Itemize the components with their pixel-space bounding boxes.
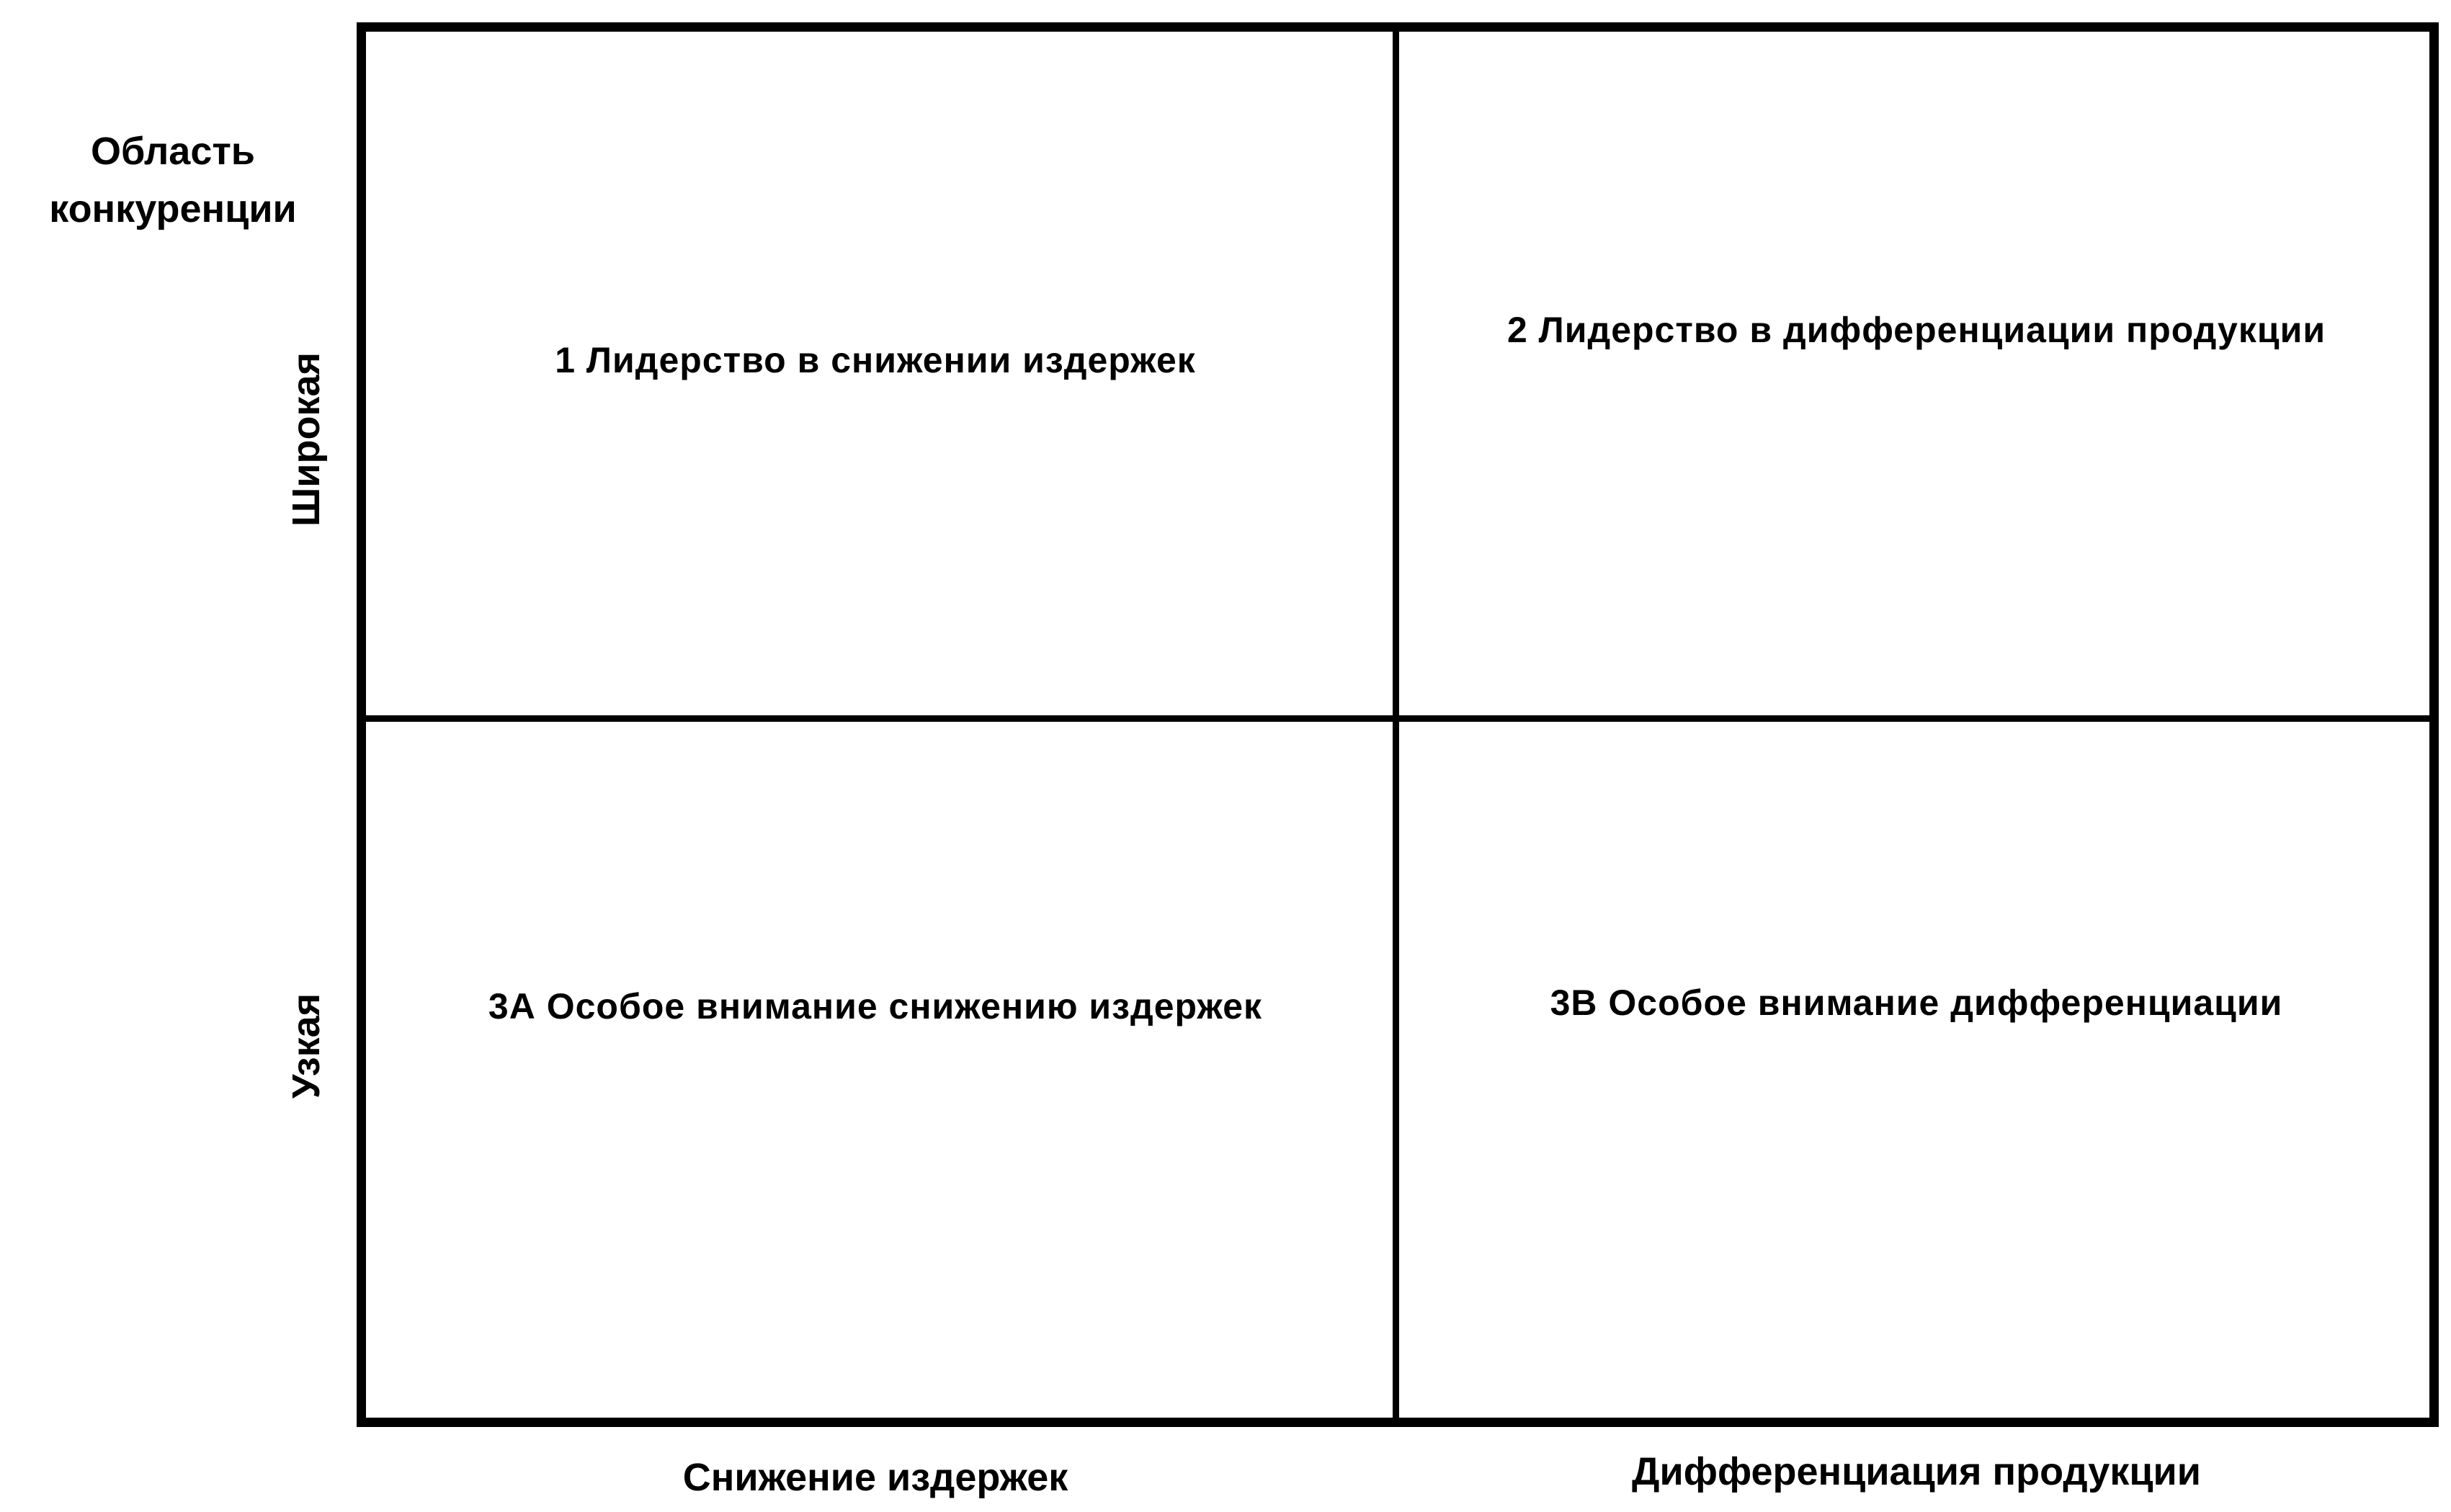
y-tick-narrow-label: Узкая — [285, 993, 328, 1099]
matrix-vertical-divider — [1393, 22, 1399, 1427]
x-tick-product-differentiation: Дифференциация продукции — [1632, 1450, 2201, 1493]
quadrant-2-label: 2 Лидерство в дифференциации продукции — [1506, 310, 2326, 350]
x-tick-cost-reduction: Снижение издержек — [682, 1456, 1068, 1499]
y-axis-title: Область конкуренции — [49, 130, 297, 231]
y-tick-wide-label: Широкая — [285, 352, 328, 527]
quadrant-3a-label: 3А Особое внимание снижению издержек — [488, 986, 1263, 1026]
quadrant-3b-label: 3В Особое внимание дифференциации — [1550, 983, 2283, 1023]
quadrant-1-label: 1 Лидерство в снижении издержек — [555, 340, 1196, 380]
matrix-horizontal-divider — [357, 715, 2439, 722]
